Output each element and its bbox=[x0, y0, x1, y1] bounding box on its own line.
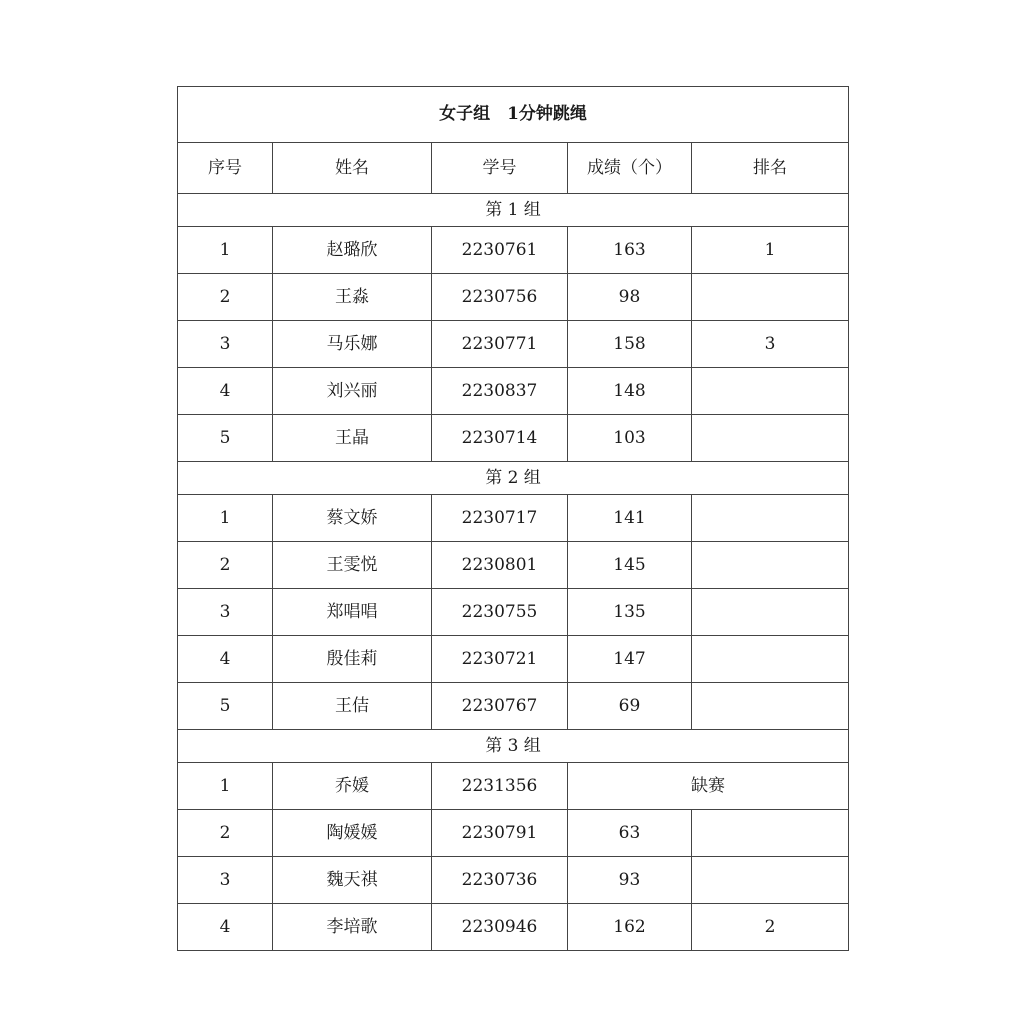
cell-score: 135 bbox=[568, 589, 692, 636]
table-row bbox=[178, 415, 849, 462]
cell-id: 2231356 bbox=[432, 763, 568, 810]
cell-rank bbox=[692, 683, 849, 730]
title-row bbox=[178, 87, 849, 143]
cell-score: 63 bbox=[568, 810, 692, 857]
cell-name: 李培歌 bbox=[273, 904, 432, 951]
cell-seq: 3 bbox=[178, 321, 273, 368]
table-title: 女子组 1分钟跳绳 bbox=[178, 87, 849, 143]
table-row bbox=[178, 683, 849, 730]
cell-seq: 1 bbox=[178, 227, 273, 274]
table-row bbox=[178, 542, 849, 589]
cell-id: 2230736 bbox=[432, 857, 568, 904]
cell-id: 2230717 bbox=[432, 495, 568, 542]
cell-seq: 2 bbox=[178, 274, 273, 321]
cell-seq: 4 bbox=[178, 368, 273, 415]
cell-id: 2230791 bbox=[432, 810, 568, 857]
cell-rank: 1 bbox=[692, 227, 849, 274]
header-name: 姓名 bbox=[273, 143, 432, 194]
cell-seq: 4 bbox=[178, 636, 273, 683]
table-row bbox=[178, 636, 849, 683]
cell-name: 陶媛媛 bbox=[273, 810, 432, 857]
table-row bbox=[178, 589, 849, 636]
header-row bbox=[178, 143, 849, 194]
cell-rank: 2 bbox=[692, 904, 849, 951]
cell-id: 2230767 bbox=[432, 683, 568, 730]
header-seq: 序号 bbox=[178, 143, 273, 194]
cell-id: 2230946 bbox=[432, 904, 568, 951]
cell-score: 93 bbox=[568, 857, 692, 904]
cell-name: 郑唱唱 bbox=[273, 589, 432, 636]
cell-score: 141 bbox=[568, 495, 692, 542]
group-header-row bbox=[178, 194, 849, 227]
table-row bbox=[178, 904, 849, 951]
cell-rank bbox=[692, 589, 849, 636]
group-label: 第 1 组 bbox=[178, 194, 849, 227]
cell-score: 158 bbox=[568, 321, 692, 368]
cell-absent: 缺赛 bbox=[568, 763, 849, 810]
results-table bbox=[177, 86, 849, 951]
cell-name: 魏天祺 bbox=[273, 857, 432, 904]
table-row bbox=[178, 368, 849, 415]
cell-id: 2230801 bbox=[432, 542, 568, 589]
cell-score: 103 bbox=[568, 415, 692, 462]
cell-name: 蔡文娇 bbox=[273, 495, 432, 542]
cell-id: 2230837 bbox=[432, 368, 568, 415]
cell-name: 王晶 bbox=[273, 415, 432, 462]
cell-rank bbox=[692, 415, 849, 462]
cell-id: 2230761 bbox=[432, 227, 568, 274]
cell-name: 赵璐欣 bbox=[273, 227, 432, 274]
cell-name: 乔媛 bbox=[273, 763, 432, 810]
group-header-row bbox=[178, 730, 849, 763]
header-rank: 排名 bbox=[692, 143, 849, 194]
cell-name: 殷佳莉 bbox=[273, 636, 432, 683]
cell-seq: 2 bbox=[178, 810, 273, 857]
cell-rank bbox=[692, 810, 849, 857]
cell-seq: 3 bbox=[178, 589, 273, 636]
cell-score: 162 bbox=[568, 904, 692, 951]
cell-name: 王雯悦 bbox=[273, 542, 432, 589]
cell-rank bbox=[692, 495, 849, 542]
cell-score: 148 bbox=[568, 368, 692, 415]
table-row bbox=[178, 274, 849, 321]
cell-seq: 4 bbox=[178, 904, 273, 951]
table-row bbox=[178, 495, 849, 542]
cell-name: 王佶 bbox=[273, 683, 432, 730]
header-score: 成绩（个） bbox=[568, 143, 692, 194]
table-row bbox=[178, 227, 849, 274]
cell-seq: 1 bbox=[178, 763, 273, 810]
cell-id: 2230756 bbox=[432, 274, 568, 321]
table-row bbox=[178, 857, 849, 904]
group-label: 第 3 组 bbox=[178, 730, 849, 763]
group-header-row bbox=[178, 462, 849, 495]
cell-rank bbox=[692, 857, 849, 904]
cell-rank bbox=[692, 636, 849, 683]
group-label: 第 2 组 bbox=[178, 462, 849, 495]
cell-score: 145 bbox=[568, 542, 692, 589]
cell-rank bbox=[692, 542, 849, 589]
cell-rank bbox=[692, 274, 849, 321]
cell-score: 98 bbox=[568, 274, 692, 321]
cell-score: 147 bbox=[568, 636, 692, 683]
cell-name: 刘兴丽 bbox=[273, 368, 432, 415]
cell-score: 69 bbox=[568, 683, 692, 730]
table-row bbox=[178, 763, 849, 810]
table-row bbox=[178, 810, 849, 857]
cell-id: 2230714 bbox=[432, 415, 568, 462]
cell-id: 2230721 bbox=[432, 636, 568, 683]
cell-seq: 2 bbox=[178, 542, 273, 589]
cell-score: 163 bbox=[568, 227, 692, 274]
cell-rank bbox=[692, 368, 849, 415]
cell-name: 王淼 bbox=[273, 274, 432, 321]
cell-name: 马乐娜 bbox=[273, 321, 432, 368]
cell-rank: 3 bbox=[692, 321, 849, 368]
table-row bbox=[178, 321, 849, 368]
cell-id: 2230755 bbox=[432, 589, 568, 636]
cell-seq: 5 bbox=[178, 683, 273, 730]
header-id: 学号 bbox=[432, 143, 568, 194]
cell-seq: 1 bbox=[178, 495, 273, 542]
cell-seq: 3 bbox=[178, 857, 273, 904]
cell-seq: 5 bbox=[178, 415, 273, 462]
cell-id: 2230771 bbox=[432, 321, 568, 368]
